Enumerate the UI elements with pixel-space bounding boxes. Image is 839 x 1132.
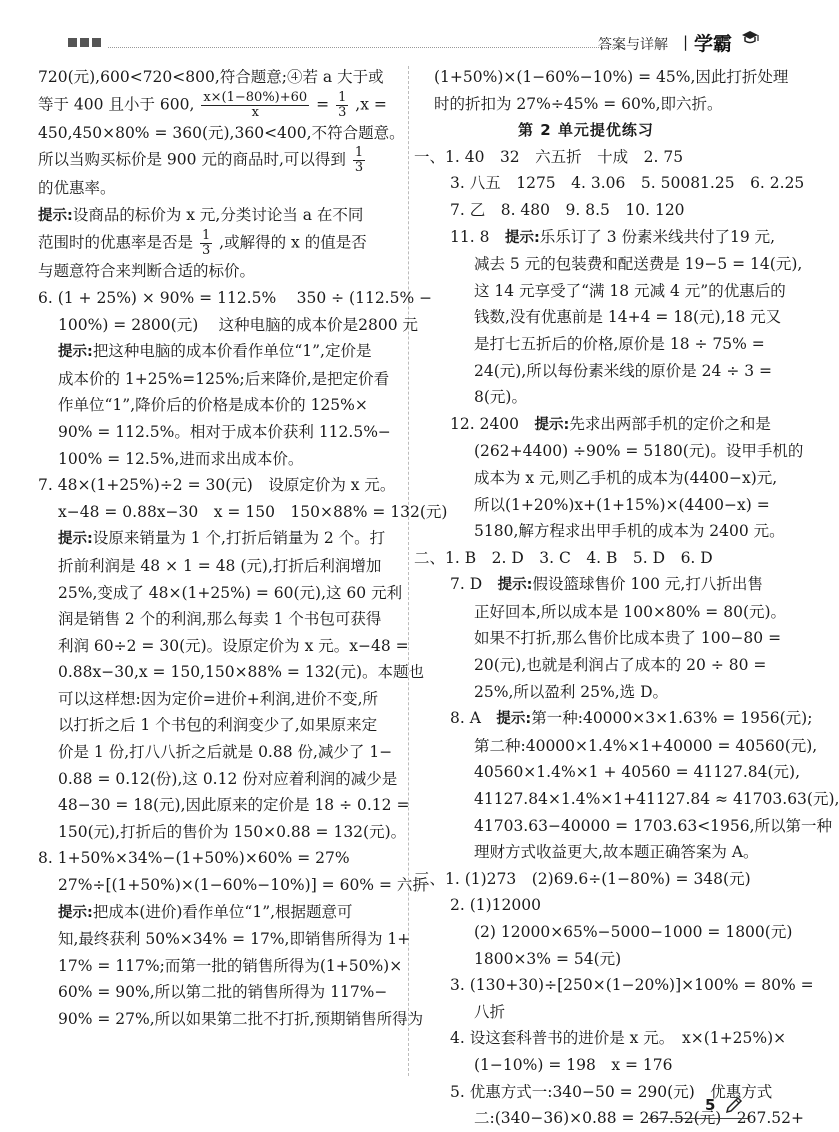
fraction: $\frac{1}{3}$	[338, 89, 347, 120]
hint-label: 提示:	[534, 416, 570, 433]
text-line: 100% = 12.5%,进而求出成本价。	[58, 449, 304, 468]
section-title: 第 2 单元提优练习	[518, 121, 654, 140]
text-line: 41127.84×1.4%×1+41127.84 ≈ 41703.63(元),	[474, 790, 839, 809]
text-line: 0.88 = 0.12(份),这 0.12 份对应着利润的减少是	[58, 769, 398, 788]
text-line: 可以这样想:因为定价=进价+利润,进价不变,所	[58, 689, 379, 708]
text-line: 理财方式收益更大,故本题正确答案为 A。	[474, 843, 759, 862]
footer-line	[648, 1118, 748, 1119]
left-column	[38, 64, 448, 1033]
text-line: 成本价的 1+25%=125%;后来降价,是把定价看	[58, 369, 390, 388]
text-line: 25%,变成了 48×(1+25%) = 60(元),这 60 元利	[58, 583, 403, 602]
answer-line: 3. (130+30)÷[250×(1−20%)]×100% = 80% =	[450, 976, 814, 995]
text-line: 成本为 x 元,则乙手机的成本为(4400−x)元,	[474, 468, 778, 487]
page-header	[0, 0, 800, 58]
answer-line: 5. 优惠方式一:340−50 = 290(元) 优惠方式	[450, 1082, 773, 1101]
text-line: 等于 400 且小于 600, $\frac{x\times(1-80\%)+60}{x}$ = $\frac{1}{3}$ ,x =	[38, 89, 387, 120]
text-line: x−48 = 0.88x−30 x = 150 150×88% = 132(元)	[58, 502, 448, 521]
text-line: 8(元)。	[474, 388, 527, 407]
text-line: 90% = 112.5%。相对于成本价获利 112.5%−	[58, 422, 391, 441]
fraction: $\frac{1}{3}$	[354, 145, 364, 176]
text-line: 二:(340−36)×0.88 = 267.52(元) 267.52+	[474, 1109, 805, 1128]
text-line: 润是销售 2 个的利润,那么每卖 1 个书包可获得	[58, 610, 382, 629]
text-line: 20(元),也就是利润占了成本的 20 ÷ 80 =	[474, 656, 767, 675]
text-line: 折前利润是 48 × 1 = 48 (元),打折后利润增加	[58, 556, 382, 575]
hint-label: 提示:	[58, 904, 93, 921]
text-line: (2) 12000×65%−5000−1000 = 1800(元)	[474, 923, 793, 941]
answer-line: 二、1. B 2. D 3. C 4. B 5. D 6. D	[414, 548, 713, 567]
hint-line: 提示:把成本(进价)看作单位“1”,根据题意可	[58, 902, 353, 921]
text-line: 150(元),打折后的售价为 150×0.88 = 132(元)。	[58, 822, 407, 841]
text-line: 这 14 元享受了“满 18 元减 4 元”的优惠后的	[474, 281, 786, 300]
page-number: 5	[705, 1096, 716, 1114]
text-line: 所以当购买标价是 900 元的商品时,可以得到 $\frac{1}{3}$	[38, 145, 364, 176]
answer-line: 三、1. (1)273 (2)69.6÷(1−80%) = 348(元)	[414, 869, 751, 888]
header-brand: 学霸	[694, 33, 733, 55]
text-line: 所以(1+20%)x+(1+15%)×(4400−x) =	[474, 495, 770, 514]
hint-label: 提示:	[38, 207, 73, 224]
column-divider	[408, 66, 409, 1076]
hint-line: 提示:把这种电脑的成本价看作单位“1”,定价是	[58, 342, 372, 361]
text-line: 90% = 27%,所以如果第二批不打折,预期销售所得为	[58, 1010, 424, 1028]
text-line: 0.88x−30,x = 150,150×88% = 132(元)。本题也	[58, 663, 425, 682]
hint-line: 11. 8 提示:乐乐订了 3 份素米线共付了19 元,	[450, 227, 776, 246]
text-line: 第二种:40000×1.4%×1+40000 = 40560(元),	[474, 736, 818, 755]
hint-label: 提示:	[58, 531, 93, 548]
hint-label: 提示:	[497, 577, 533, 594]
fraction: $\frac{x\times(1-80\%)+60}{x}$	[203, 89, 308, 120]
text-line: 100%) = 2800(元) 这种电脑的成本价是2800 元	[58, 315, 419, 334]
header-dotted-line	[108, 47, 625, 48]
text-line: 正好回本,所以成本是 100×80% = 80(元)。	[474, 602, 787, 621]
hint-line: 提示:设原来销量为 1 个,打折后销量为 2 个。打	[58, 529, 386, 548]
right-column	[414, 64, 839, 1132]
text-line: (262+4400) ÷90% = 5180(元)。设甲手机的	[474, 442, 804, 461]
text-line: 17% = 117%;而第一批的销售所得为(1+50%)×	[58, 956, 403, 975]
answer-line: 7. 乙 8. 480 9. 8.5 10. 120	[450, 200, 685, 219]
text-line: 27%÷[(1+50%)×(1−60%−10%)] = 60% = 六折	[58, 876, 428, 895]
header-title: 答案与详解	[598, 37, 668, 53]
text-line: 48−30 = 18(元),因此原来的定价是 18 ÷ 0.12 =	[58, 796, 410, 815]
header-separator: |	[683, 33, 689, 51]
text-line: (1+50%)×(1−60%−10%) = 45%,因此打折处理	[434, 68, 789, 86]
header-squares-decoration	[68, 38, 101, 47]
text-line: 钱数,没有优惠前是 14+4 = 18(元),18 元又	[474, 308, 782, 327]
answer-line: 6. (1 + 25%) × 90% = 112.5% 350 ÷ (112.5% −	[38, 288, 433, 307]
hint-line: 12. 2400 提示:先求出两部手机的定价之和是	[450, 414, 771, 433]
text-line: 450,450×80% = 360(元),360<400,不符合题意。	[38, 123, 405, 142]
text-line: 24(元),所以每份素米线的原价是 24 ÷ 3 =	[474, 361, 773, 380]
text-line: 60% = 90%,所以第二批的销售所得为 117%−	[58, 983, 388, 1002]
hint-line: 7. D 提示:假设篮球售价 100 元,打八折出售	[450, 575, 763, 594]
text-line: 的优惠率。	[38, 179, 116, 198]
answer-line: 3. 八五 1275 4. 3.06 5. 50081.25 6. 2.25	[450, 174, 805, 193]
text-line: 是打七五折后的价格,原价是 18 ÷ 75% =	[474, 334, 765, 353]
text-line: (1−10%) = 198 x = 176	[474, 1055, 673, 1074]
hint-label: 提示:	[504, 229, 540, 246]
text-line: 减去 5 元的包装费和配送费是 19−5 = 14(元),	[474, 255, 803, 274]
text-line: 如果不打折,那么售价比成本贵了 100−80 =	[474, 629, 782, 648]
text-line: 时的折扣为 27%÷45% = 60%,即六折。	[434, 94, 723, 113]
text-line: 5180,解方程求出甲手机的成本为 2400 元。	[474, 522, 785, 541]
text-line: 利润 60÷2 = 30(元)。设原定价为 x 元。x−48 =	[58, 636, 409, 655]
text-line: 720(元),600<720<800,符合题意;④若 a 大于或	[38, 68, 384, 86]
text-line: 作单位“1”,降价后的价格是成本价的 125%×	[58, 396, 368, 415]
text-line: 范围时的优惠率是否是 $\frac{1}{3}$ ,或解得的 x 的值是否	[38, 228, 367, 259]
answer-line: 8. 1+50%×34%−(1+50%)×60% = 27%	[38, 849, 350, 868]
text-line: 1800×3% = 54(元)	[474, 949, 622, 968]
text-line: 40560×1.4%×1 + 40560 = 41127.84(元),	[474, 763, 800, 782]
text-line: 知,最终获利 50%×34% = 17%,即销售所得为 1+	[58, 930, 411, 949]
text-line: 与题意符合来判断合适的标价。	[38, 262, 256, 281]
graduation-cap-icon	[740, 27, 760, 47]
fraction: $\frac{1}{3}$	[201, 228, 211, 259]
text-line: 41703.63−40000 = 1703.63<1956,所以第一种	[474, 816, 833, 835]
answer-line: 4. 设这套科普书的进价是 x 元。 x×(1+25%)×	[450, 1029, 787, 1048]
text-line: 以打折之后 1 个书包的利润变少了,如果原来定	[58, 716, 378, 735]
hint-line: 8. A 提示:第一种:40000×3×1.63% = 1956(元);	[450, 709, 813, 728]
pencil-icon	[724, 1095, 744, 1115]
text-line: 价是 1 份,打八八折之后就是 0.88 份,减少了 1−	[58, 743, 393, 762]
answer-line: 2. (1)12000	[450, 896, 541, 915]
text-line: 25%,所以盈利 25%,选 D。	[474, 682, 669, 701]
text-line: 八折	[474, 1002, 506, 1021]
answer-line: 7. 48×(1+25%)÷2 = 30(元) 设原定价为 x 元。	[38, 476, 396, 495]
answer-line: 一、1. 40 32 六五折 十成 2. 75	[414, 147, 684, 166]
hint-label: 提示:	[58, 344, 93, 361]
hint-line: 提示:设商品的标价为 x 元,分类讨论当 a 在不同	[38, 205, 364, 224]
hint-label: 提示:	[496, 711, 532, 728]
